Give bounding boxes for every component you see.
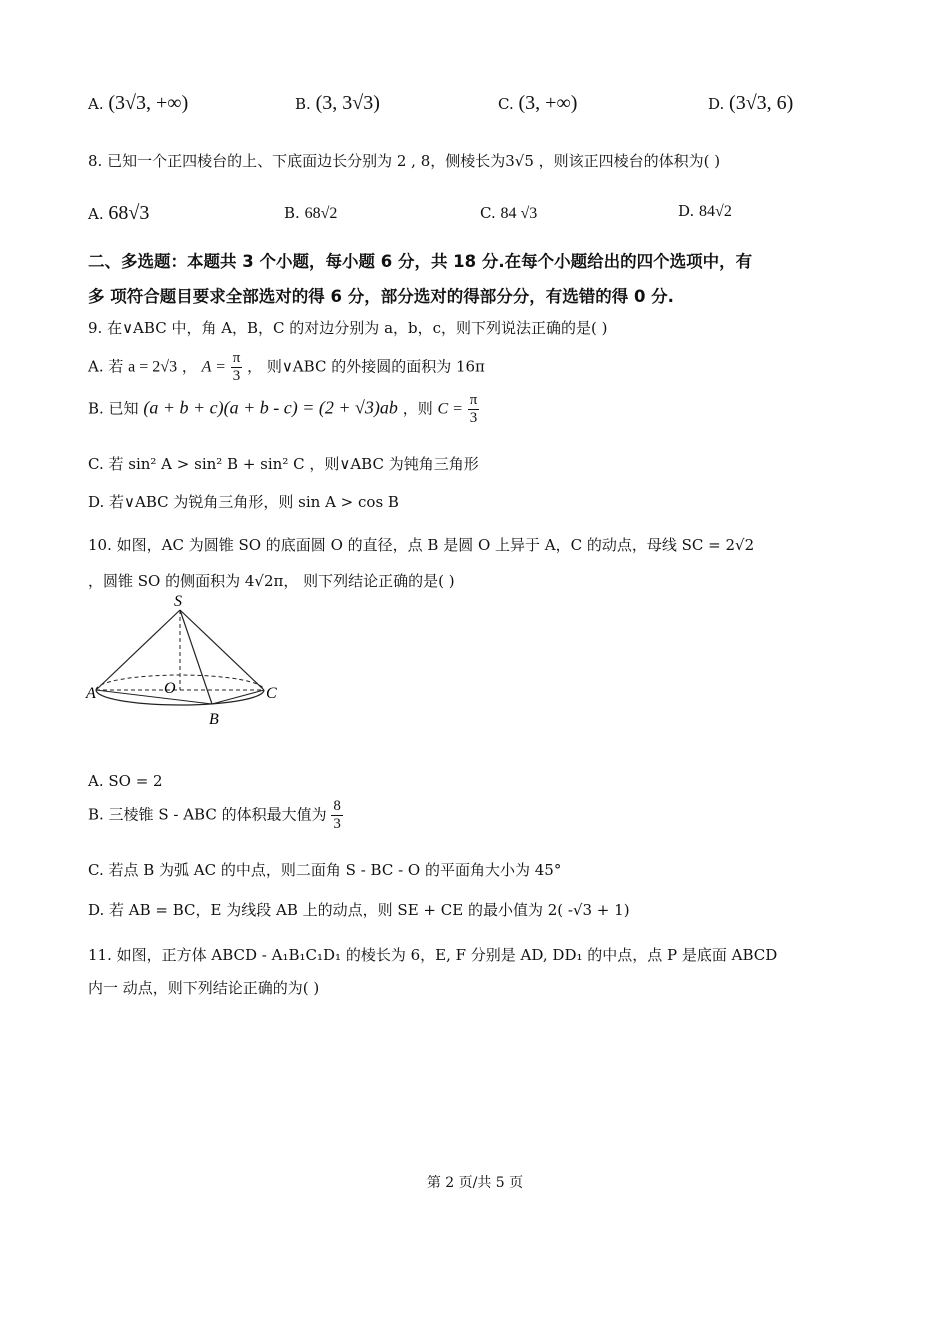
q8-option-a-label: A. — [88, 205, 104, 223]
label-s: S — [174, 593, 182, 610]
q7-option-c-value: (3, +∞) — [518, 92, 578, 114]
q7-option-b-label: B. — [295, 95, 311, 113]
q10-option-b-frac-num: 8 — [333, 798, 341, 814]
q7-option-a — [88, 92, 188, 115]
label-o: O — [164, 680, 176, 697]
section-heading-line1: 二、多选题：本题共 3 个小题，每小题 6 分，共 18 分.在每个小题给出的四个选项中，有 — [88, 252, 753, 271]
generatrix-sc — [180, 610, 264, 690]
q9-option-b-frac-lhs: C = — [437, 400, 463, 418]
q7-option-b-value: (3, 3√3) — [315, 92, 380, 114]
q10-stem-line1: 10. 如图，AC 为圆锥 SO 的底面圆 O 的直径，点 B 是圆 O 上异于 A，C 的动点，母线 SC = 2√2 — [88, 536, 755, 554]
q7-option-d-label: D. — [708, 95, 725, 113]
q9-option-b-frac-num: π — [469, 392, 478, 408]
cone-figure — [84, 590, 284, 730]
q7-option-b — [295, 92, 380, 115]
q8-option-d-label: D. — [678, 202, 695, 220]
q9-option-d: D. 若∨ABC 为锐角三角形，则 sin A > cos B — [88, 493, 399, 511]
cone-base-front-arc — [96, 690, 264, 705]
q9-option-b-pre: B. 已知 — [88, 399, 139, 418]
q8-option-b-value: 68√2 — [304, 205, 338, 222]
q10-option-b-fraction — [331, 798, 343, 833]
label-b: B — [209, 711, 219, 728]
q9-option-b-then: ，则 — [402, 399, 433, 418]
q9-option-a-comma: ， — [181, 357, 197, 376]
q10-option-c: C. 若点 B 为弧 AC 的中点，则二面角 S - BC - O 的平面角大小为 45° — [88, 861, 562, 879]
q8-option-d — [678, 202, 732, 221]
q9-stem: 9. 在∨ABC 中，角 A，B，C 的对边分别为 a，b，c，则下列说法正确的是( ) — [88, 319, 608, 337]
q8-option-b-label: B. — [284, 204, 300, 222]
q8-stem: 8. 已知一个正四棱台的上、下底面边长分别为 2 , 8，侧棱长为3√5 ，则该正四棱台的体积为( ) — [88, 152, 721, 170]
q10-option-b-text: B. 三棱锥 S - ABC 的体积最大值为 — [88, 805, 327, 824]
generatrix-sa — [96, 610, 180, 690]
q8-option-c-label: C. — [480, 204, 496, 222]
q8-option-c-value: 84 √3 — [500, 205, 538, 222]
section-heading-line2: 多 项符合题目要求全部选对的得 6 分，部分选对的得部分分，有选错的得 0 分. — [88, 287, 674, 306]
q9-option-b — [88, 392, 479, 427]
page-footer: 第 2 页/共 5 页 — [426, 1175, 524, 1191]
q9-option-c: C. 若 sin² A > sin² B + sin² C ，则∨ABC 为钝角三角形 — [88, 455, 479, 473]
q11-stem-line2: 内一 动点，则下列结论正确的为( ) — [88, 979, 320, 997]
q9-option-a-frac-lhs: A = — [201, 358, 226, 376]
q10-stem-line2: ，圆锥 SO 的侧面积为 4√2π， 则下列结论正确的是( ) — [88, 572, 455, 590]
q9-option-a-expr: a = 2√3 — [128, 358, 178, 376]
q8-option-c — [480, 204, 537, 223]
q9-option-b-fraction — [468, 392, 480, 427]
q9-option-a — [88, 350, 485, 385]
q7-option-c-label: C. — [498, 95, 514, 113]
segment-ab — [96, 690, 212, 704]
q7-option-d — [708, 92, 793, 115]
q8-option-a-value: 68√3 — [108, 202, 150, 224]
q9-option-a-frac-den: 3 — [232, 368, 241, 384]
q11-stem-line1: 11. 如图，正方体 ABCD - A₁B₁C₁D₁ 的棱长为 6，E, F 分别是 AD, DD₁ 的中点，点 P 是底面 ABCD — [88, 946, 778, 964]
q10-option-a: A. SO = 2 — [88, 772, 163, 790]
q9-option-a-fraction — [231, 350, 243, 385]
q7-option-d-value: (3√3, 6) — [729, 92, 794, 114]
label-c: C — [266, 685, 277, 702]
q9-option-a-frac-num: π — [232, 350, 241, 366]
q9-option-b-expr: (a + b + c)(a + b - c) = (2 + √3)ab — [143, 397, 398, 418]
q8-option-b — [284, 204, 337, 223]
q9-option-a-post: ， 则∨ABC 的外接圆的面积为 16π — [247, 357, 485, 376]
q10-option-b-frac-den: 3 — [333, 816, 341, 832]
q8-option-a — [88, 202, 149, 225]
q7-option-a-label: A. — [88, 95, 104, 113]
q10-option-b — [88, 798, 343, 833]
q7-option-c — [498, 92, 577, 115]
q9-option-a-pre: A. 若 — [88, 357, 124, 376]
q8-option-d-value: 84√2 — [699, 203, 732, 220]
q7-option-a-value: (3√3, +∞) — [108, 92, 189, 114]
q10-option-d: D. 若 AB = BC，E 为线段 AB 上的动点，则 SE + CE 的最小值为 2( -√3 + 1) — [88, 901, 630, 919]
q9-option-b-frac-den: 3 — [469, 410, 478, 426]
label-a: A — [86, 685, 96, 702]
